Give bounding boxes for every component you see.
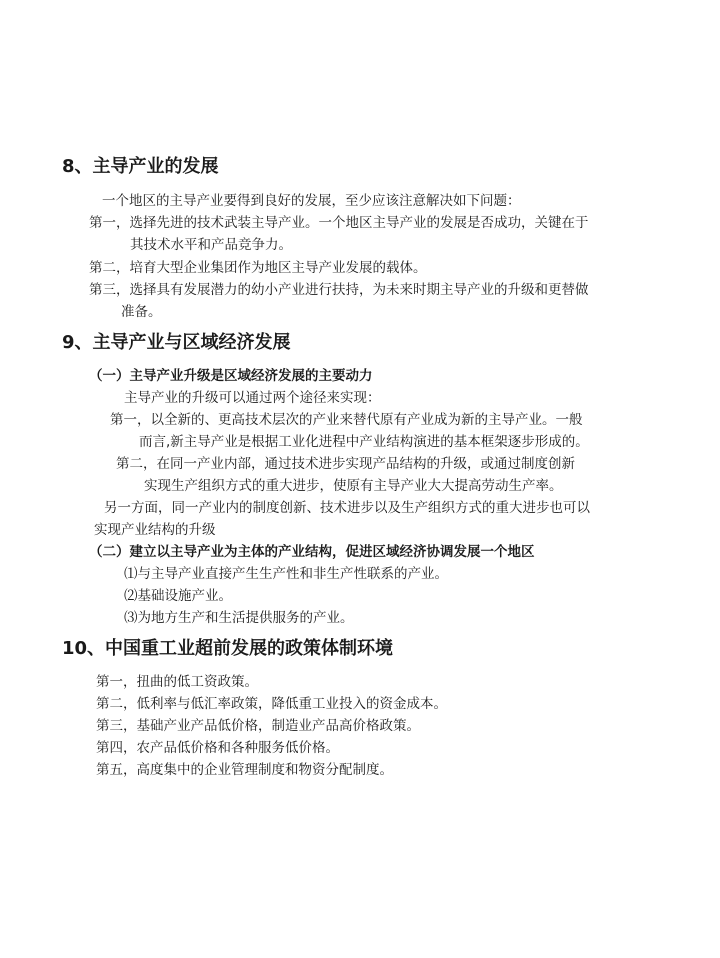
section-9-point-1-cont: 而言,新主导产业是根据工业化进程中产业结构演进的基本框架逐步形成的。 (139, 434, 589, 450)
section-10-point-5: 第五，高度集中的企业管理制度和物资分配制度。 (96, 762, 393, 778)
section-10-point-2: 第二，低利率与低汇率政策，降低重工业投入的资金成本。 (96, 696, 447, 712)
section-8-point-3: 第三，选择具有发展潜力的幼小产业进行扶持，为未来时期主导产业的升级和更替做 (89, 282, 589, 298)
section-8-point-2: 第二，培育大型企业集团作为地区主导产业发展的载体。 (89, 260, 427, 276)
section-8-point-1: 第一，选择先进的技术武装主导产业。一个地区主导产业的发展是否成功，关键在于 (89, 215, 589, 231)
section-8-intro: 一个地区的主导产业要得到良好的发展，至少应该注意解决如下问题： (102, 193, 521, 209)
section-9-subheading-2: （二）建立以主导产业为主体的产业结构，促进区域经济协调发展一个地区 (89, 544, 535, 560)
section-9-heading: 9、主导产业与区域经济发展 (62, 332, 291, 353)
section-9-subheading-1: （一）主导产业升级是区域经济发展的主要动力 (89, 368, 373, 384)
section-9-item-3: ⑶为地方生产和生活提供服务的产业。 (124, 610, 354, 626)
section-10-point-1: 第一，扭曲的低工资政策。 (96, 674, 258, 690)
section-8-point-3-cont: 准备。 (121, 304, 162, 320)
section-9-point-2: 第二，在同一产业内部，通过技术进步实现产品结构的升级，或通过制度创新 (116, 456, 575, 472)
section-9-item-1: ⑴与主导产业直接产生生产性和非生产性联系的产业。 (124, 566, 448, 582)
section-9-paragraph: 另一方面，同一产业内的制度创新、技术进步以及生产组织方式的重大进步也可以 (104, 500, 590, 516)
section-10-point-4: 第四，农产品低价格和各种服务低价格。 (96, 740, 339, 756)
section-9-point-2-cont: 实现生产组织方式的重大进步，使原有主导产业大大提高劳动生产率。 (144, 478, 563, 494)
section-8-heading: 8、主导产业的发展 (62, 156, 219, 177)
section-9-point-1: 第一，以全新的、更高技术层次的产业来替代原有产业成为新的主导产业。一般 (110, 412, 583, 428)
section-10-point-3: 第三，基础产业产品低价格，制造业产品高价格政策。 (96, 718, 420, 734)
section-10-heading: 10、中国重工业超前发展的政策体制环境 (62, 638, 394, 659)
section-9-item-2: ⑵基础设施产业。 (124, 588, 232, 604)
section-8-point-1-cont: 其技术水平和产品竞争力。 (130, 237, 292, 253)
section-9-paragraph-cont: 实现产业结构的升级 (94, 522, 216, 538)
section-9-intro: 主导产业的升级可以通过两个途径来实现： (124, 390, 381, 406)
